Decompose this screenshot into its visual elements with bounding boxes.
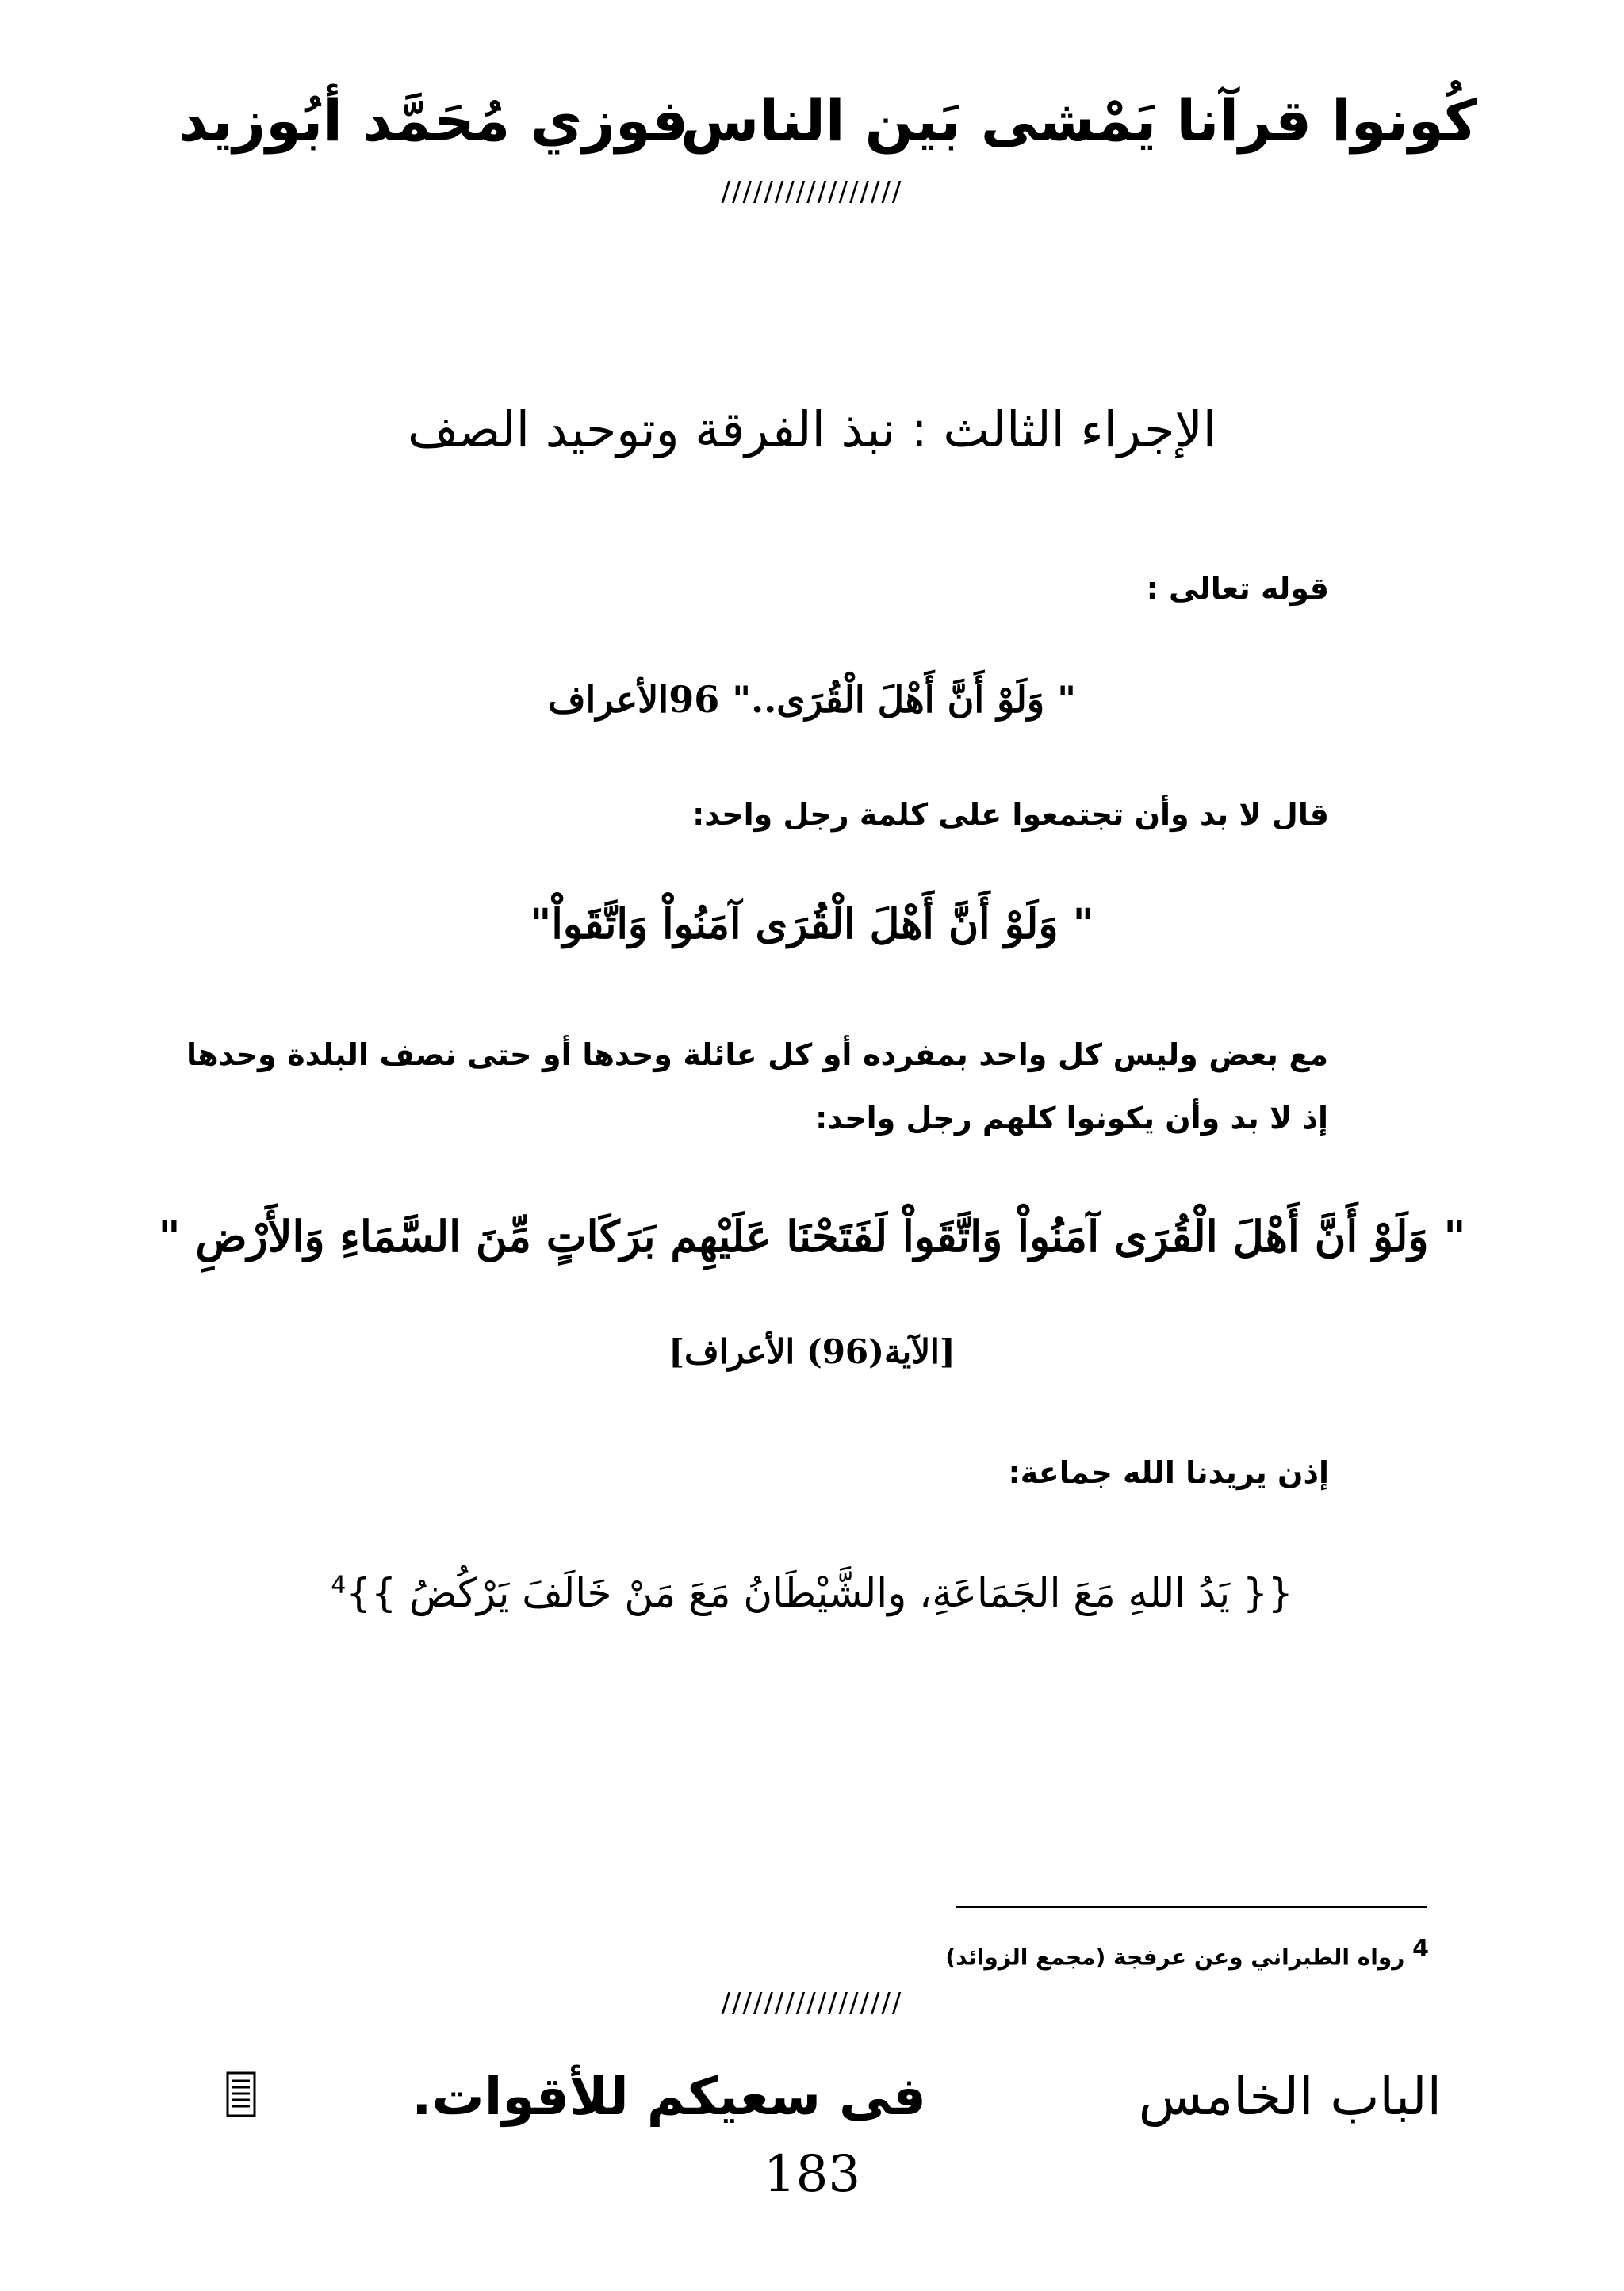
hadith-text — [0, 1570, 1624, 1616]
footnote-marker[interactable]: 4 — [331, 1571, 347, 1599]
chapter-tagline: فى سعيكم للأقوات. — [412, 2066, 926, 2127]
section-heading: الإجراء الثالث : نبذ الفرقة وتوحيد الصف — [407, 400, 1217, 458]
hadith-body: {{ يَدُ اللهِ مَعَ الجَمَاعَةِ، والشَّيْطَانُ مَعَ مَنْ خَالَفَ يَرْكُضُ }} — [346, 1570, 1293, 1616]
document-icon — [226, 2071, 256, 2117]
header-divider: ///////////////// — [721, 176, 903, 208]
conclusion-line: إذن يريدنا الله جماعة: — [1008, 1455, 1329, 1490]
footnote — [945, 1935, 1429, 1970]
footnote-separator — [956, 1906, 1427, 1908]
intro-line: قوله تعالى : — [1146, 571, 1329, 606]
page-number: 183 — [763, 2145, 861, 2204]
chapter-label: الباب الخامس — [1138, 2066, 1442, 2127]
verse-reference: [الآية(96) الأعراف] — [668, 1332, 956, 1371]
author-name: فوزي مُحَمَّد أبُوزيد — [178, 87, 689, 154]
footnote-text: رواه الطبراني وعن عرفجة (مجمع الزوائد) — [945, 1944, 1405, 1971]
book-title: كُونوا قرآنا يَمْشى بَين الناس — [680, 87, 1477, 154]
verse-short: " وَلَوْ أَنَّ أَهْلَ الْقُرَى.." 96الأعراف — [547, 678, 1077, 721]
verse-medium: " وَلَوْ أَنَّ أَهْلَ الْقُرَى آمَنُواْ وَاتَّقَواْ" — [530, 900, 1094, 948]
footer-divider: ///////////////// — [721, 1987, 903, 2019]
verse-full: " وَلَوْ أَنَّ أَهْلَ الْقُرَى آمَنُواْ وَاتَّقَواْ لَفَتَحْنَا عَلَيْهِم بَرَكَاتٍ مِّنَ السَّمَاءِ وَالأَرْضِ " — [158, 1211, 1466, 1262]
footnote-number: 4 — [1412, 1935, 1429, 1963]
body-paragraph: مع بعض وليس كل واحد بمفرده أو كل عائلة وحدها أو حتى نصف البلدة وحدها إذ لا بد وأن يكونوا كلهم رجل واحد: — [186, 1037, 1328, 1136]
statement-line: قال لا بد وأن تجتمعوا على كلمة رجل واحد: — [692, 797, 1329, 832]
